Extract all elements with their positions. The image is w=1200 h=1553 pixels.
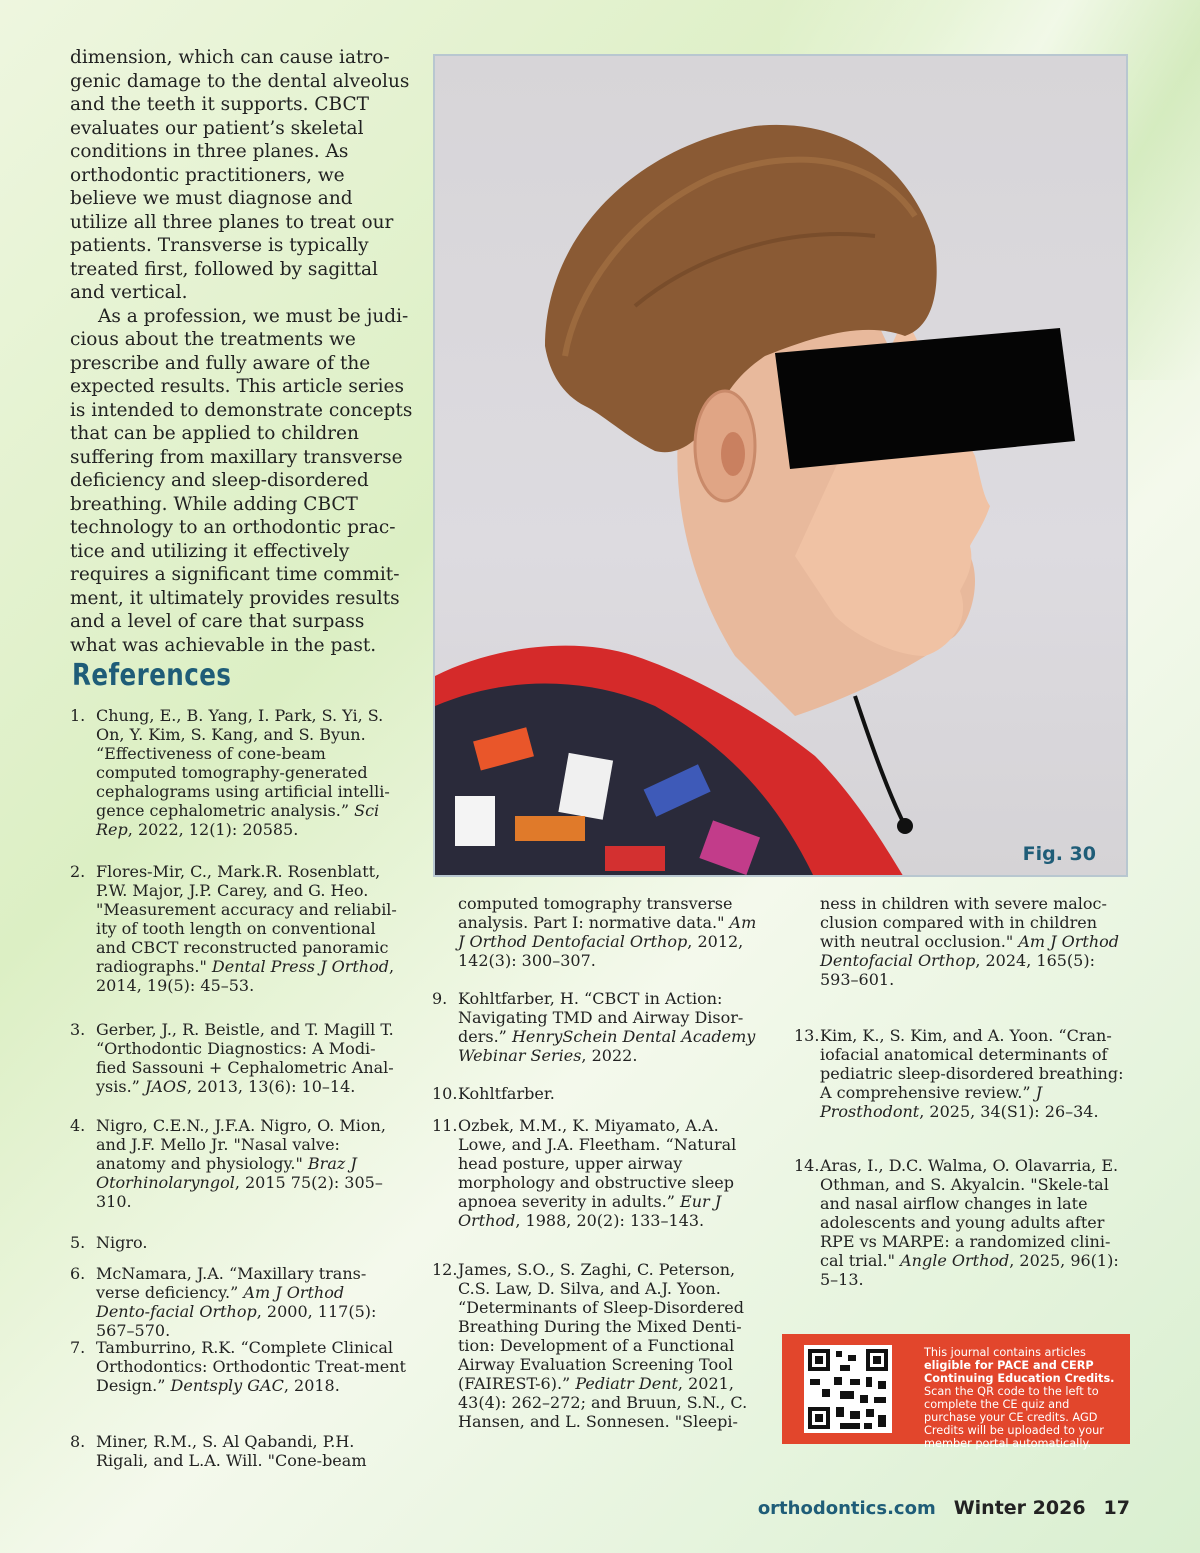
website-link[interactable]: orthodontics.com xyxy=(757,1498,936,1519)
reference-text: Nigro. xyxy=(96,1233,148,1252)
qr-code-icon[interactable] xyxy=(804,1345,892,1433)
reference-text: McNamara, J.A. “Maxillary trans-verse deficiency.” Am J Orthod Dento-facial Orthop, 2000, 117(5): 567–570. xyxy=(96,1264,377,1340)
profile-photo xyxy=(435,56,1128,877)
reference-number xyxy=(794,894,820,989)
reference-text: ness in children with severe maloc-clusion compared with in children with neutral occlusion." Am J Orthod Dentofacial Orthop, 2024, 165(5): 593–601. xyxy=(820,894,1119,989)
reference-number: 11. xyxy=(432,1116,458,1135)
ce-credit-text: This journal contains articles eligible for PACE and CERP Continuing Education Credits. Scan the QR code to the left to complete the CE quiz and purchase your CE credits. AGD Credits will be uploaded to your member portal automatically. xyxy=(924,1346,1115,1450)
reference-text: Tamburrino, R.K. “Complete Clinical Orthodontics: Orthodontic Treat-ment Design.” Dentsply GAC, 2018. xyxy=(96,1338,406,1395)
reference-item xyxy=(70,862,400,995)
reference-text: Kohltfarber. xyxy=(458,1084,555,1103)
reference-text: Kim, K., S. Kim, and A. Yoon. “Cran-iofacial anatomical determinants of pediatric sleep-disordered breathing: A comprehensive review.” J Prosthodont, 2025, 34(S1): 26–34. xyxy=(820,1026,1124,1121)
reference-number: 14. xyxy=(794,1156,820,1175)
intro-text xyxy=(70,46,415,657)
issue-label: Winter 2026 xyxy=(953,1497,1086,1519)
reference-item xyxy=(432,1084,762,1103)
ce-credit-box xyxy=(782,1334,1130,1450)
reference-number: 13. xyxy=(794,1026,820,1045)
reference-number: 8. xyxy=(70,1432,86,1451)
reference-item xyxy=(432,1116,757,1230)
page-footer xyxy=(758,1497,1130,1519)
reference-item xyxy=(794,1156,1130,1289)
page-number: 17 xyxy=(1103,1497,1130,1519)
reference-number: 2. xyxy=(70,862,86,881)
reference-item xyxy=(70,1264,400,1340)
reference-item xyxy=(794,894,1130,989)
intro-paragraph-1: dimension, which can cause iatro-genic damage to the dental alveolus and the teeth it supports. CBCT evaluates our patient’s skeletal conditions in three planes. As orthodontic practitioners, we believe we must diagnose and utilize all three planes to treat our patients. Transverse is typically treated first, followed by sagittal and vertical. xyxy=(70,47,410,303)
reference-text: Flores-Mir, C., Mark.R. Rosenblatt, P.W. Major, J.P. Carey, and G. Heo. "Measurement accuracy and reliabil-ity of tooth length on conventional and CBCT reconstructed panoramic radiographs." Dental Press J Orthod, 2014, 19(5): 45–53. xyxy=(96,862,397,995)
reference-number: 9. xyxy=(432,989,448,1008)
reference-text: Gerber, J., R. Beistle, and T. Magill T. “Orthodontic Diagnostics: A Modi-fied Sassouni + Cephalometric Anal-ysis.” JAOS, 2013, 13(6): 10–14. xyxy=(96,1020,394,1096)
reference-text: computed tomography transverse analysis. Part I: normative data." Am J Orthod Dentofacial Orthop, 2012, 142(3): 300–307. xyxy=(458,894,757,970)
reference-item xyxy=(432,989,762,1065)
reference-text: Aras, I., D.C. Walma, O. Olavarria, E. Othman, and S. Akyalcin. "Skele-tal and nasal airflow changes in late adolescents and young adults after RPE vs MARPE: a randomized clini-cal trial." Angle Orthod, 2025, 96(1): 5–13. xyxy=(820,1156,1119,1289)
reference-item xyxy=(70,1233,400,1252)
reference-item xyxy=(70,1338,410,1395)
reference-item xyxy=(70,1020,400,1096)
reference-text: James, S.O., S. Zaghi, C. Peterson, C.S. Law, D. Silva, and A.J. Yoon. “Determinants of Sleep-Disordered Breathing During the Mixed Denti-tion: Development of a Functional Airway Evaluation Screening Tool (FAIREST-6).” Pediatr Dent, 2021, 43(4): 262–272; and Bruun, S.N., C. Hansen, and L. Sonnesen. "Sleepi- xyxy=(458,1260,748,1431)
reference-number: 1. xyxy=(70,706,86,725)
reference-number: 5. xyxy=(70,1233,86,1252)
references-heading: References xyxy=(72,658,232,693)
reference-number xyxy=(432,894,458,970)
reference-item xyxy=(70,1116,400,1211)
reference-item xyxy=(432,894,762,970)
reference-number: 7. xyxy=(70,1338,86,1357)
reference-text: Ozbek, M.M., K. Miyamato, A.A. Lowe, and J.A. Fleetham. “Natural head posture, upper airway morphology and obstructive sleep apnoea severity in adults.” Eur J Orthod, 1988, 20(2): 133–143. xyxy=(458,1116,737,1230)
reference-number: 10. xyxy=(432,1084,458,1103)
profile-photo-figure xyxy=(433,54,1128,877)
reference-number: 3. xyxy=(70,1020,86,1039)
reference-item xyxy=(70,1432,380,1470)
reference-text: Miner, R.M., S. Al Qabandi, P.H. Rigali, and L.A. Will. "Cone-beam xyxy=(96,1432,367,1470)
reference-item xyxy=(70,706,410,839)
figure-caption: Fig. 30 xyxy=(1022,843,1096,865)
reference-item xyxy=(794,1026,1130,1121)
reference-text: Chung, E., B. Yang, I. Park, S. Yi, S. On, Y. Kim, S. Kang, and S. Byun. “Effectiveness of cone-beam computed tomography-generated cephalograms using artificial intelli-gence cephalometric analysis.” Sci Rep, 2022, 12(1): 20585. xyxy=(96,706,390,839)
reference-number: 4. xyxy=(70,1116,86,1135)
reference-item xyxy=(432,1260,757,1431)
reference-text: Nigro, C.E.N., J.F.A. Nigro, O. Mion, and J.F. Mello Jr. "Nasal valve: anatomy and physiology." Braz J Otorhinolaryngol, 2015 75(2): 305–310. xyxy=(96,1116,386,1211)
reference-number: 6. xyxy=(70,1264,86,1283)
eye-censor-bar xyxy=(775,328,1075,469)
intro-paragraph-2: As a profession, we must be judi-cious about the treatments we prescribe and fully aware of the expected results. This article series is intended to demonstrate concepts that can be applied to children suffering from maxillary transverse deficiency and sleep-disordered breathing. While adding CBCT technology to an orthodontic prac-tice and utilizing it effectively requires a significant time commit-ment, it ultimately provides results and a level of care that surpass what was achievable in the past. xyxy=(70,305,413,656)
reference-number: 12. xyxy=(432,1260,458,1279)
reference-text: Kohltfarber, H. “CBCT in Action: Navigating TMD and Airway Disor-ders.” HenrySchein Dental Academy Webinar Series, 2022. xyxy=(458,989,756,1065)
